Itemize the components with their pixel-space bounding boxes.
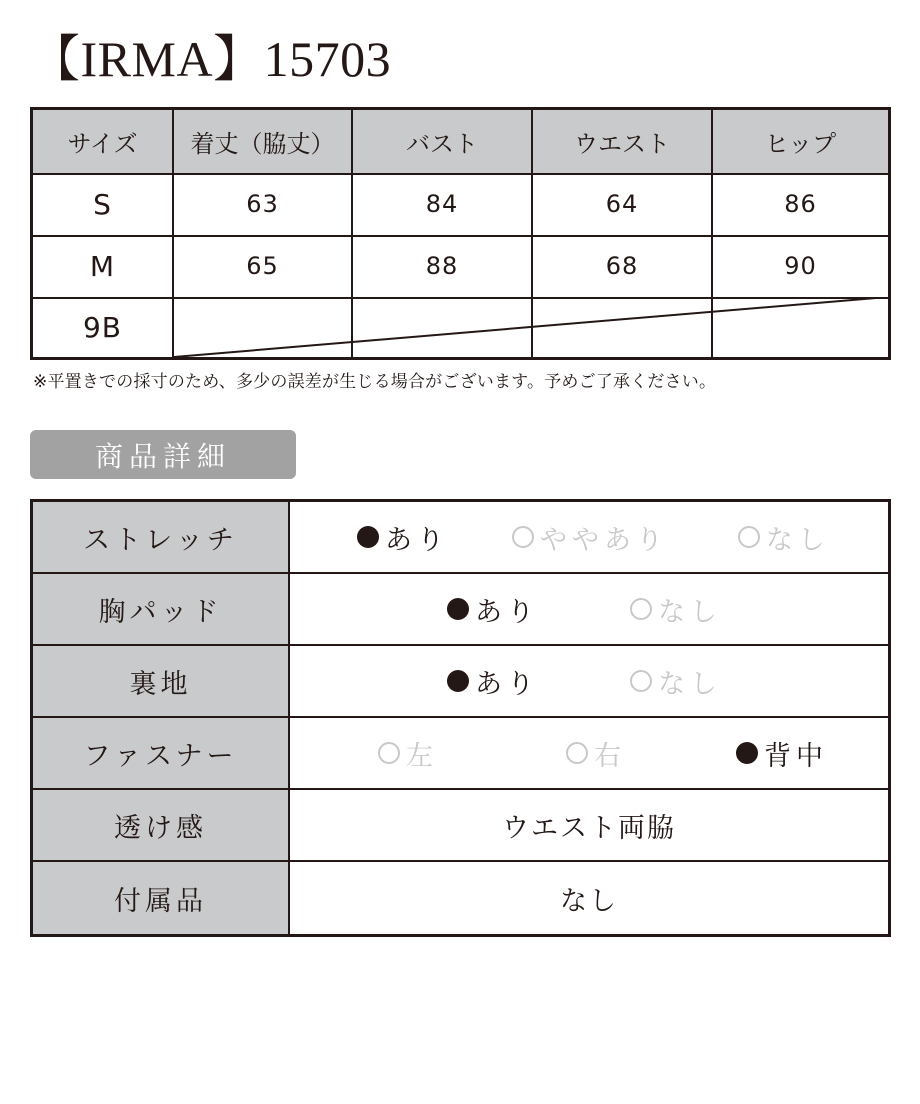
detail-row-sheer xyxy=(33,790,888,862)
detail-value xyxy=(290,790,888,860)
filled-circle-icon xyxy=(357,526,379,548)
detail-row-fastener xyxy=(33,718,888,790)
option-nashi xyxy=(630,574,722,644)
option-text: なし xyxy=(658,596,722,628)
bust-value: 84 xyxy=(353,173,533,235)
waist-value: 68 xyxy=(533,235,713,297)
length-value xyxy=(174,297,353,357)
filled-circle-icon xyxy=(736,742,758,764)
waist-value xyxy=(533,297,713,357)
option-yaya-ari xyxy=(512,502,668,572)
option-text: 右 xyxy=(594,740,626,772)
detail-label: 透け感 xyxy=(33,790,290,860)
header-bust: バスト xyxy=(353,110,533,173)
filled-circle-icon xyxy=(447,598,469,620)
accessories-value: なし xyxy=(560,885,618,917)
header-hip: ヒップ xyxy=(713,110,888,173)
detail-label: ファスナー xyxy=(33,718,290,788)
option-nashi xyxy=(738,502,830,572)
filled-circle-icon xyxy=(447,670,469,692)
header-size: サイズ xyxy=(33,110,174,173)
option-nashi xyxy=(630,646,722,716)
option-text: 背中 xyxy=(764,740,828,772)
detail-row-stretch xyxy=(33,502,888,574)
option-right xyxy=(566,718,626,788)
empty-circle-icon xyxy=(738,526,760,548)
detail-row-accessories xyxy=(33,862,888,934)
size-label: 9B xyxy=(33,297,174,357)
option-text: ややあり xyxy=(540,524,668,556)
size-row-s xyxy=(33,173,888,237)
measurement-note: ※平置きでの採寸のため、多少の誤差が生じる場合がございます。予めご了承ください。 xyxy=(33,372,717,392)
empty-circle-icon xyxy=(378,742,400,764)
header-length: 着丈（脇丈） xyxy=(174,110,353,173)
length-value: 65 xyxy=(174,235,353,297)
section-label: 商品詳細 xyxy=(30,430,296,479)
detail-label: 裏地 xyxy=(33,646,290,716)
detail-value xyxy=(290,862,888,934)
detail-row-lining xyxy=(33,646,888,718)
option-text: 左 xyxy=(406,740,438,772)
size-label: S xyxy=(33,173,174,235)
header-waist: ウエスト xyxy=(533,110,713,173)
option-ari xyxy=(447,574,539,644)
size-row-m xyxy=(33,235,888,299)
bust-value: 88 xyxy=(353,235,533,297)
hip-value: 86 xyxy=(784,190,817,218)
size-table xyxy=(30,107,891,360)
detail-options xyxy=(290,502,888,572)
detail-options xyxy=(290,718,888,788)
page-title: 【IRMA】15703 xyxy=(30,31,392,87)
sheer-value: ウエスト両脇 xyxy=(502,812,676,844)
detail-options xyxy=(290,574,888,644)
empty-circle-icon xyxy=(512,526,534,548)
option-left xyxy=(378,718,438,788)
size-row-9b xyxy=(33,297,888,357)
waist-value: 64 xyxy=(533,173,713,235)
empty-circle-icon xyxy=(630,670,652,692)
detail-table xyxy=(30,499,891,937)
bust-value xyxy=(353,297,533,357)
option-text: なし xyxy=(766,524,830,556)
detail-row-pad xyxy=(33,574,888,646)
option-ari xyxy=(357,502,449,572)
empty-circle-icon xyxy=(566,742,588,764)
option-text: あり xyxy=(475,596,539,628)
length-value: 63 xyxy=(174,173,353,235)
hip-value xyxy=(713,297,888,357)
option-text: なし xyxy=(658,668,722,700)
detail-label: 付属品 xyxy=(33,862,290,934)
detail-label: 胸パッド xyxy=(33,574,290,644)
detail-options xyxy=(290,646,888,716)
empty-circle-icon xyxy=(630,598,652,620)
option-ari xyxy=(447,646,539,716)
size-label: M xyxy=(33,235,174,297)
size-table-header-row xyxy=(33,110,888,175)
option-text: あり xyxy=(475,668,539,700)
hip-value: 90 xyxy=(784,252,817,280)
option-text: あり xyxy=(385,524,449,556)
option-back xyxy=(736,718,828,788)
detail-label: ストレッチ xyxy=(33,502,290,572)
